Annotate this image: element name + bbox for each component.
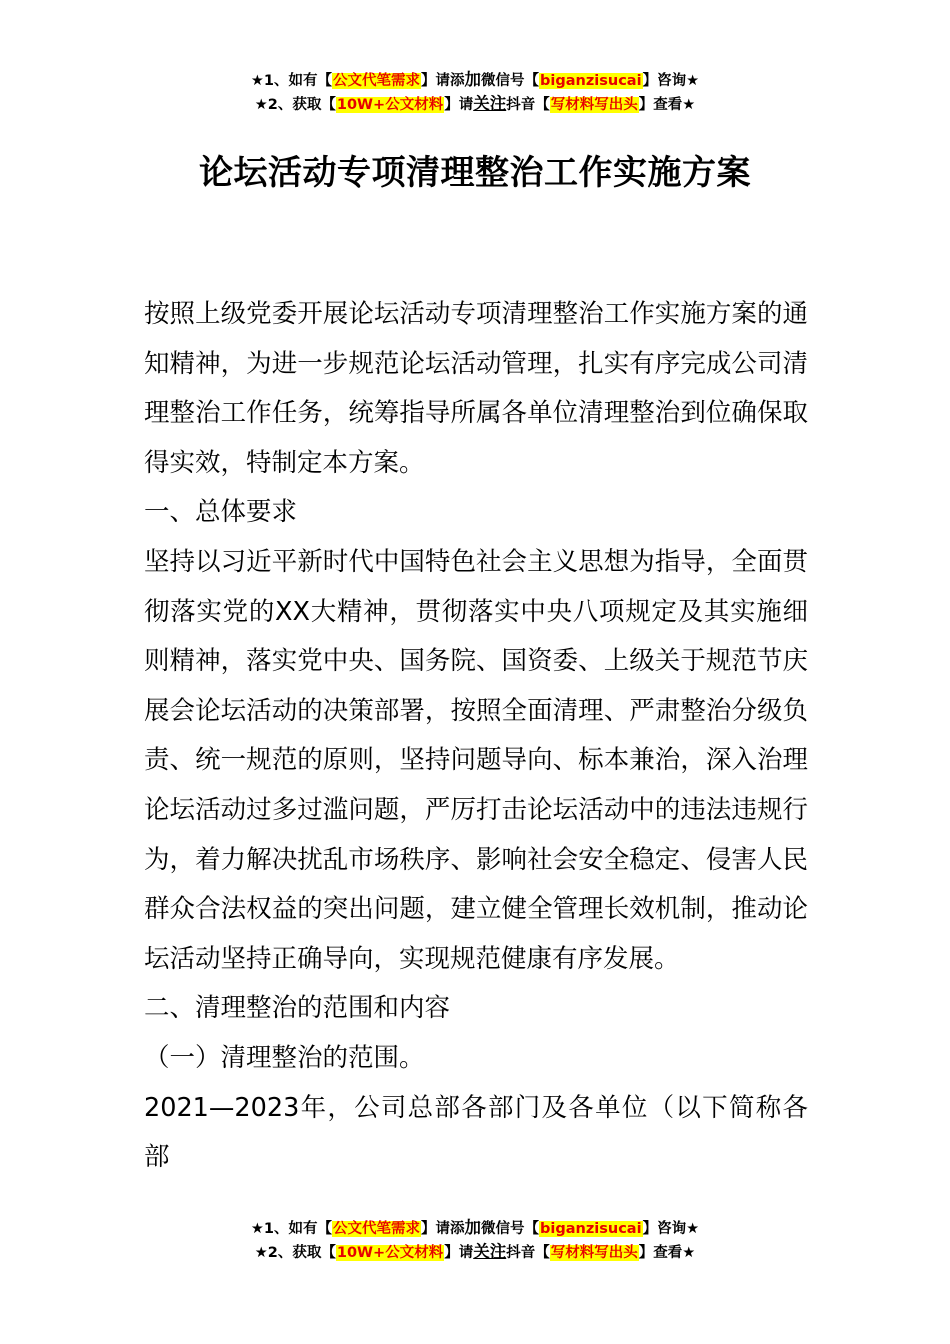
banner-line-2 xyxy=(0,1240,950,1264)
banner-text: ★2、获取【 xyxy=(254,97,336,113)
banner-text: 抖音【 xyxy=(506,1245,550,1261)
banner-text: 】请添 xyxy=(421,73,465,89)
banner-highlight: 写材料写出头 xyxy=(550,1245,638,1261)
banner-highlight: biganzisucai xyxy=(540,1221,642,1237)
banner-text: 】咨询★ xyxy=(642,73,700,89)
banner-text: ★1、如有【 xyxy=(250,73,333,89)
footer-banner xyxy=(0,1216,950,1264)
banner-text: ★1、如有【 xyxy=(250,1221,333,1237)
banner-highlight: 10W+公文材料 xyxy=(336,1245,444,1261)
banner-text: 】请 xyxy=(444,1245,474,1261)
banner-line-2 xyxy=(0,92,950,116)
banner-highlight: 写材料写出头 xyxy=(550,97,638,113)
banner-highlight: 10W+公文材料 xyxy=(336,97,444,113)
banner-line-1 xyxy=(0,1216,950,1240)
paragraph-requirements: 坚持以习近平新时代中国特色社会主义思想为指导，全面贯彻落实党的XX大精神，贯彻落实中央八项规定及其实施细则精神，落实党中央、国务院、国资委、上级关于规范节庆展会论坛活动的决策部署，按照全面清理、严肃整治分级负责、统一规范的原则，坚持问题导向、标本兼治，深入治理论坛活动过多过滥问题，严厉打击论坛活动中的违法违规行为，着力解决扰乱市场秩序、影响社会安全稳定、侵害人民群众合法权益的突出问题，建立健全管理长效机制，推动论坛活动坚持正确导向，实现规范健康有序发展。 xyxy=(144,546,808,974)
banner-text: 】查看★ xyxy=(638,1245,696,1261)
banner-highlight: biganzisucai xyxy=(540,73,642,89)
banner-text: 微信号【 xyxy=(481,73,540,89)
heading-subsection-1: （一）清理整治的范围。 xyxy=(144,1042,425,1073)
banner-emphasis: 关注 xyxy=(473,94,507,113)
banner-emphasis: 加 xyxy=(464,1218,482,1237)
banner-text: 抖音【 xyxy=(506,97,550,113)
document-body xyxy=(144,290,808,1183)
header-banner xyxy=(0,68,950,116)
banner-line-1 xyxy=(0,68,950,92)
banner-text: 】查看★ xyxy=(638,97,696,113)
document-title: 论坛活动专项清理整治工作实施方案 xyxy=(199,153,751,193)
heading-section-1: 一、总体要求 xyxy=(144,497,298,528)
banner-text: 】请添 xyxy=(421,1221,465,1237)
banner-text: ★2、获取【 xyxy=(254,1245,336,1261)
banner-text: 】咨询★ xyxy=(642,1221,700,1237)
banner-highlight: 公文代笔需求 xyxy=(333,1221,421,1237)
banner-text: 】请 xyxy=(444,97,474,113)
banner-text: 微信号【 xyxy=(481,1221,540,1237)
banner-emphasis: 关注 xyxy=(473,1242,507,1261)
paragraph-intro: 按照上级党委开展论坛活动专项清理整治工作实施方案的通知精神，为进一步规范论坛活动管理，扎实有序完成公司清理整治工作任务，统筹指导所属各单位清理整治到位确保取得实效，特制定本方案。 xyxy=(144,299,808,478)
banner-highlight: 公文代笔需求 xyxy=(333,73,421,89)
heading-section-2: 二、清理整治的范围和内容 xyxy=(144,993,451,1024)
paragraph-scope: 2021—2023年，公司总部各部门及各单位（以下简称各部 xyxy=(144,1092,808,1173)
banner-emphasis: 加 xyxy=(464,70,482,89)
